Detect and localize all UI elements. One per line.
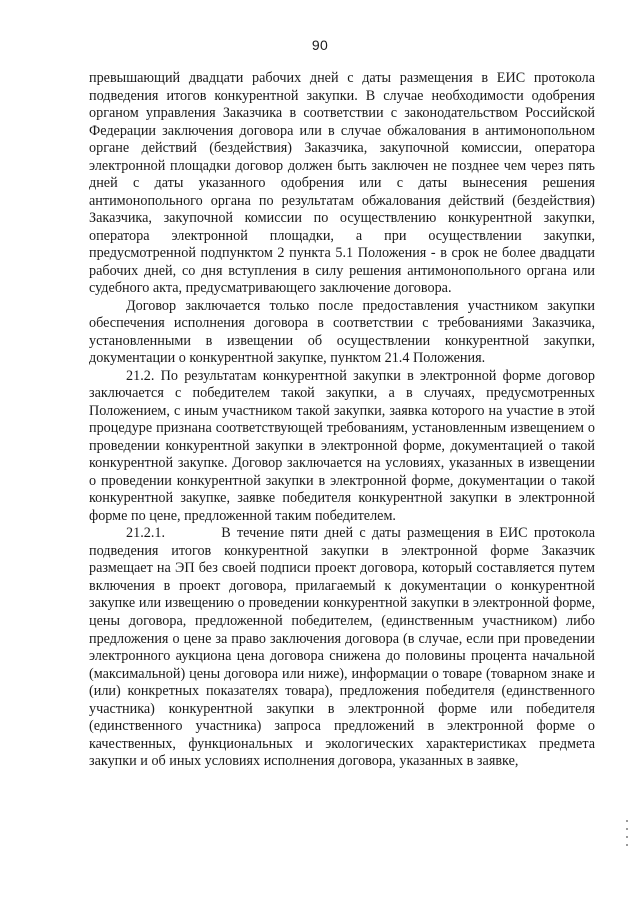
paragraph-continuation: превышающий двадцати рабочих дней с даты размещения в ЕИС протокола подведения итогов конкурентной закупки. В случае необходимости одобрения органом управления Заказчика в соответствии с законодательством Российской Федерации заключения договора или в случае обжалования в антимонопольном органе действий (бездействия) Заказчика, закупочной комиссии, оператора электронной площадки договор должен быть заключен не позднее чем через пять дней с даты указанного одобрения или с даты вынесения решения антимонопольного органа по результатам обжалования действий (бездействия) Заказчика, закупочной комиссии по осуществлению конкурентной закупки, оператора электронной площадки, а при осуществлении закупки, предусмотренной подпунктом 2 пункта 5.1 Положения - в срок не более двадцати рабочих дней, со дня вступления в силу решения антимонопольного органа или судебного акта, предусматривающего заключение договора. xyxy=(89,70,595,297)
paragraph-21-2-1: 21.2.1. В течение пяти дней с даты размещения в ЕИС протокола подведения итогов конкурентной закупки в электронной форме Заказчик размещает на ЭП без своей подписи проект договора, который составляется путем включения в проект договора, прилагаемый к документации о конкурентной закупке или извещению о проведении конкурентной закупки в электронной форме, цены договора, предложенной победителем, (единственным участником) либо предложения о цене за право заключения договора (в случае, если при проведении электронного аукциона цена договора снижена до половины процента начальной (максимальной) цены договора или ниже), информации о товаре (товарном знаке и (или) конкретных показателях товара), предложения победителя (единственного участника) конкурентной закупки в электронной форме или победителя (единственного участника) запроса предложений в электронной форме о качественных, функциональных и экологических характеристиках предмета закупки и об иных условиях исполнения договора, указанных в заявке, xyxy=(89,525,595,770)
scan-margin-marks xyxy=(624,820,630,860)
document-body xyxy=(89,70,595,771)
page-number: 90 xyxy=(311,37,329,53)
paragraph-21-2: 21.2. По результатам конкурентной закупки в электронной форме договор заключается с победителем такой закупки, а в случаях, предусмотренных Положением, с иным участником такой закупки, заявка которого на участие в этой процедуре признана соответствующей требованиям, установленным извещением о проведении конкурентной закупки в электронной форме, документацией о такой конкурентной закупке. Договор заключается на условиях, указанных в извещении о проведении конкурентной закупки в электронной форме, документации о такой конкурентной закупке, заявке победителя конкурентной закупки в электронной форме по цене, предложенной таким победителем. xyxy=(89,367,595,524)
paragraph-contract-security: Договор заключается только после предоставления участником закупки обеспечения исполнения договора в соответствии с требованиями Заказчика, установленными в извещении об осуществлении конкурентной закупки, документации о конкурентной закупке, пунктом 21.4 Положения. xyxy=(89,297,595,367)
